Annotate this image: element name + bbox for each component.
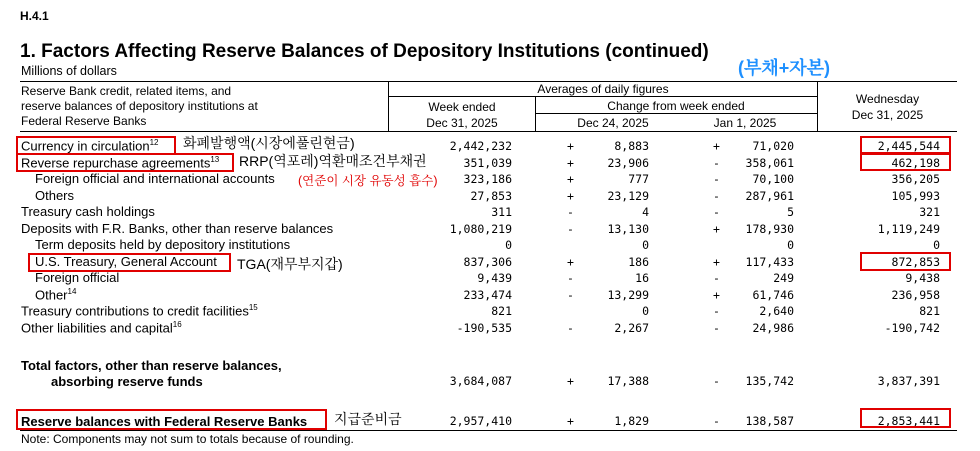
row-change-2: 5 xyxy=(787,205,794,219)
row-week-value: 837,306 xyxy=(463,255,512,269)
change-underline xyxy=(535,113,817,114)
row-label: Foreign official xyxy=(35,270,120,285)
highlight-tga-label xyxy=(28,253,231,272)
annotation-reserve: 지급준비금 xyxy=(334,411,402,427)
highlight-rrp-label xyxy=(16,153,234,172)
row-sign-2: - xyxy=(713,321,720,335)
total-week: 3,684,087 xyxy=(449,374,512,388)
row-sign-2: - xyxy=(713,304,720,318)
row-sign-1: - xyxy=(567,271,574,285)
row-week-value: 0 xyxy=(505,238,512,252)
row-change-1: 8,883 xyxy=(614,139,649,153)
row-label: Reverse repurchase agreements$^{13}$ xyxy=(21,155,220,171)
row-wednesday-value: 236,958 xyxy=(891,288,940,302)
row-change-2: 71,020 xyxy=(752,139,794,153)
row-week-value: 27,853 xyxy=(470,189,512,203)
row-change-1: 186 xyxy=(628,255,649,269)
row-change-2: 117,433 xyxy=(745,255,794,269)
total-sign2: - xyxy=(713,374,720,388)
row-sign-2: - xyxy=(713,156,720,170)
row-week-value: 233,474 xyxy=(463,288,512,302)
row-sign-1: + xyxy=(567,156,574,170)
row-sign-1: + xyxy=(567,255,574,269)
row-sign-1: + xyxy=(567,172,574,186)
row-label: Term deposits held by depository institutions xyxy=(35,237,291,252)
row-wednesday-value: 0 xyxy=(933,238,940,252)
reserve-week: 2,957,410 xyxy=(449,414,512,428)
row-change-1: 13,299 xyxy=(607,288,649,302)
total-label-line1: Total factors, other than reserve balances, xyxy=(21,358,282,373)
row-wednesday-value: 105,993 xyxy=(891,189,940,203)
row-sign-2: + xyxy=(713,222,720,236)
row-wednesday-value: 821 xyxy=(919,304,940,318)
row-sign-1: - xyxy=(567,205,574,219)
row-label: Other liabilities and capital$^{16}$ xyxy=(21,320,182,336)
row-change-1: 23,129 xyxy=(607,189,649,203)
row-week-value: -190,535 xyxy=(456,321,512,335)
row-week-value: 311 xyxy=(491,205,512,219)
row-sign-1: - xyxy=(567,321,574,335)
row-change-2: 70,100 xyxy=(752,172,794,186)
footnote-ref: 14 xyxy=(67,287,77,296)
row-sign-2: - xyxy=(713,189,720,203)
row-week-value: 9,439 xyxy=(477,271,512,285)
row-change-1: 16 xyxy=(635,271,649,285)
highlight-rrp-value xyxy=(860,152,951,171)
footnote-ref: 12 xyxy=(149,138,159,147)
row-label: Others xyxy=(35,188,75,203)
page-title: 1. Factors Affecting Reserve Balances of Depository Institutions (continued) xyxy=(20,41,709,62)
total-sign1: + xyxy=(567,374,574,388)
row-label: U.S. Treasury, General Account xyxy=(35,254,217,269)
row-label: Currency in circulation$^{12}$ xyxy=(21,138,159,154)
reserve-wed: 2,853,441 xyxy=(877,414,940,428)
row-wednesday-value: 9,438 xyxy=(905,271,940,285)
footnote-ref: 13 xyxy=(210,155,220,164)
row-wednesday-value: 1,119,249 xyxy=(877,222,940,236)
footnote-ref: 15 xyxy=(248,303,258,312)
header-wednesday: Wednesday Dec 31, 2025 xyxy=(851,92,924,122)
annotation-tga: TGA(재무부지갑) xyxy=(237,256,343,272)
row-change-2: 24,986 xyxy=(752,321,794,335)
row-change-2: 249 xyxy=(773,271,794,285)
row-change-1: 0 xyxy=(642,238,649,252)
header-chg1: Dec 24, 2025 xyxy=(577,116,649,130)
row-sign-2: - xyxy=(713,172,720,186)
row-wednesday-value: -190,742 xyxy=(884,321,940,335)
row-sign-2: - xyxy=(713,271,720,285)
row-sign-1: + xyxy=(567,139,574,153)
total-chg2: 135,742 xyxy=(745,374,794,388)
row-change-2: 178,930 xyxy=(745,222,794,236)
row-sign-2: + xyxy=(713,139,720,153)
reserve-chg1: 1,829 xyxy=(614,414,649,428)
row-label: Treasury cash holdings xyxy=(21,204,155,219)
row-change-2: 0 xyxy=(787,238,794,252)
row-week-value: 323,186 xyxy=(463,172,512,186)
row-change-1: 23,906 xyxy=(607,156,649,170)
header-week-ended: Week ended Dec 31, 2025 xyxy=(426,100,498,130)
row-wednesday-value: 462,198 xyxy=(891,156,940,170)
row-change-1: 13,130 xyxy=(607,222,649,236)
row-change-1: 4 xyxy=(642,205,649,219)
row-label: Foreign official and international accounts xyxy=(35,171,275,186)
averages-underline xyxy=(389,96,817,97)
report-id: H.4.1 xyxy=(20,9,49,23)
row-change-2: 2,640 xyxy=(759,304,794,318)
row-sign-2: - xyxy=(713,205,720,219)
row-label: Treasury contributions to credit facilities$^{15}$ xyxy=(21,303,258,319)
footnote-ref: 16 xyxy=(172,320,182,329)
row-wednesday-value: 2,445,544 xyxy=(877,139,940,153)
row-wednesday-value: 321 xyxy=(919,205,940,219)
row-week-value: 2,442,232 xyxy=(449,139,512,153)
row-week-value: 351,039 xyxy=(463,156,512,170)
row-sign-2: + xyxy=(713,255,720,269)
row-change-2: 61,746 xyxy=(752,288,794,302)
row-change-2: 287,961 xyxy=(745,189,794,203)
total-label-line2: absorbing reserve funds xyxy=(51,374,203,389)
row-label: Other$^{14}$ xyxy=(35,287,77,303)
highlight-tga-value xyxy=(860,252,951,271)
row-change-2: 358,061 xyxy=(745,156,794,170)
row-week-value: 821 xyxy=(491,304,512,318)
row-change-1: 2,267 xyxy=(614,321,649,335)
row-week-value: 1,080,219 xyxy=(449,222,512,236)
header-chg2: Jan 1, 2025 xyxy=(713,116,777,130)
reserve-chg2: 138,587 xyxy=(745,414,794,428)
highlight-reserve-value xyxy=(860,408,951,428)
row-label: Deposits with F.R. Banks, other than reserve balances xyxy=(21,221,334,236)
reserve-label: Reserve balances with Federal Reserve Banks xyxy=(21,414,308,429)
reserve-sign2: - xyxy=(713,414,720,428)
reserve-sign1: + xyxy=(567,414,574,428)
total-chg1: 17,388 xyxy=(607,374,649,388)
row-sign-1: - xyxy=(567,222,574,236)
units-label: Millions of dollars xyxy=(21,64,117,78)
row-wednesday-value: 356,205 xyxy=(891,172,940,186)
row-wednesday-value: 872,853 xyxy=(891,255,940,269)
row-sign-1: + xyxy=(567,189,574,203)
highlight-reserve-label xyxy=(16,409,327,430)
annotation-liabilities-capital: (부채+자본) xyxy=(738,58,831,78)
table-bottom-line xyxy=(20,430,957,431)
annotation-rrp: RRP(역포레)역환매조건부채권 xyxy=(239,153,427,169)
footnote: Note: Components may not sum to totals because of rounding. xyxy=(21,432,354,446)
row-change-1: 777 xyxy=(628,172,649,186)
header-bottom-line xyxy=(20,131,957,132)
row-sign-1: - xyxy=(567,288,574,302)
header-averages: Averages of daily figures xyxy=(537,82,669,96)
total-wed: 3,837,391 xyxy=(877,374,940,388)
header-change-from: Change from week ended xyxy=(607,99,745,113)
row-sign-2: + xyxy=(713,288,720,302)
annotation-currency: 화폐발행액(시장에풀린현금) xyxy=(183,135,355,151)
header-col0: Reserve Bank credit, related items, and reserve balances of depository institutions at Federal Reserve Banks xyxy=(21,84,258,128)
annotation-rrp-note: (연준이 시장 유동성 흡수) xyxy=(298,174,438,188)
row-change-1: 0 xyxy=(642,304,649,318)
